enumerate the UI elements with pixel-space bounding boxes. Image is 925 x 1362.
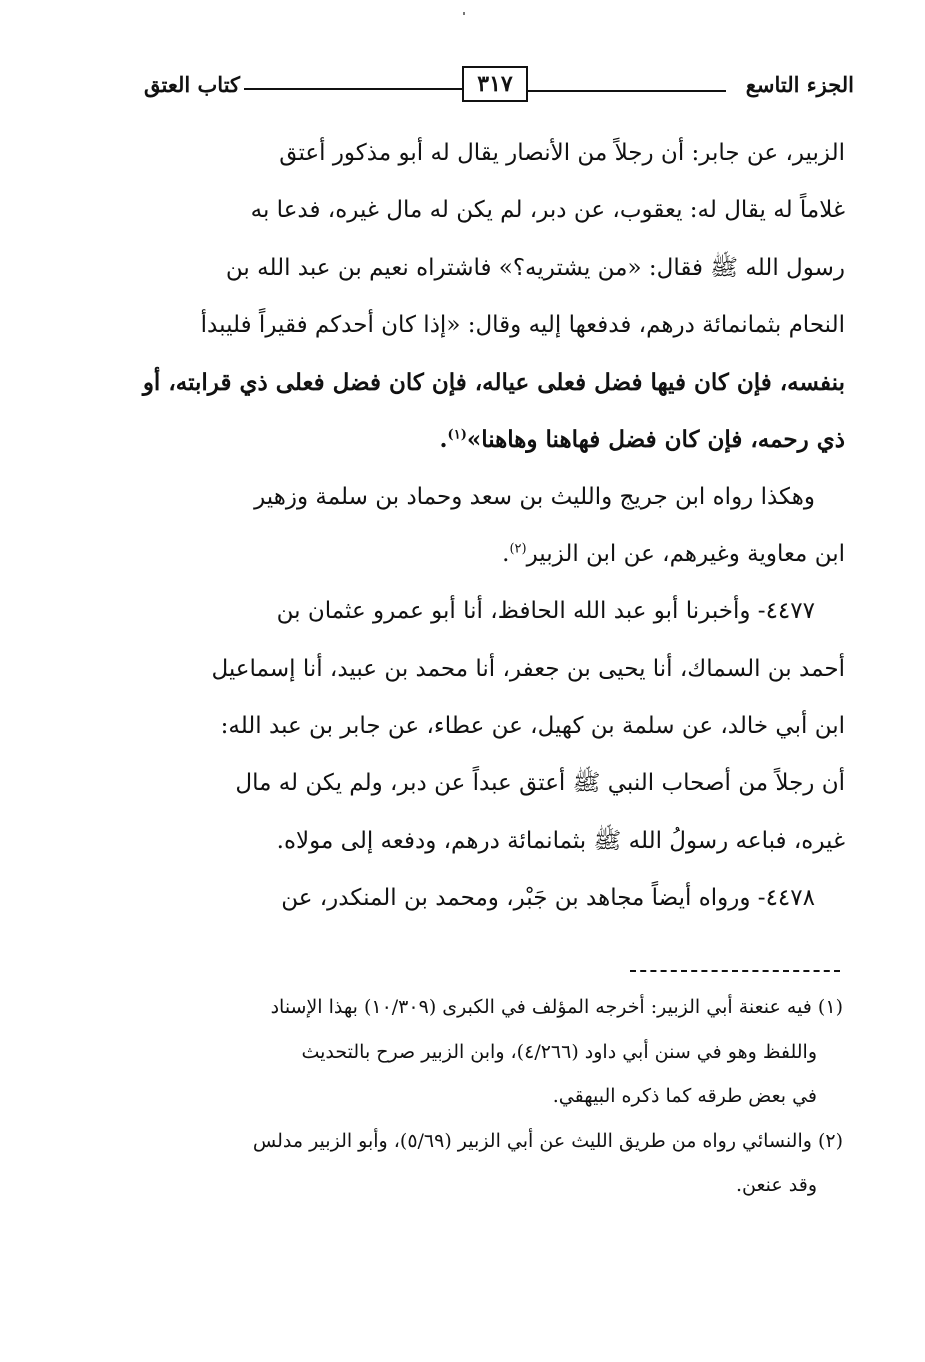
footnote-line: (٢) والنسائي رواه من طريق الليث عن أبي الزبير (٥/٦٩)، وأبو الزبير مدلس [252, 1129, 843, 1152]
text-line-content: ٤٤٧٨- ورواه أيضاً مجاهد بن جَبْر، ومحمد بن المنكدر، عن [281, 884, 815, 911]
text-line [130, 813, 845, 870]
text-line-content: رسول الله ﷺ فقال: «من يشتريه؟» فاشتراه نعيم بن عبد الله بن [225, 254, 845, 281]
text-line-content: ابن أبي خالد، عن سلمة بن كهيل، عن عطاء، عن جابر بن عبد الله: [220, 712, 845, 739]
text-line-content: ابن معاوية وغيرهم، عن ابن الزبير [526, 541, 845, 568]
text-line [130, 755, 845, 812]
footnote-marker: (٢) [509, 541, 527, 557]
text-line-content: الزبير، عن جابر: أن رجلاً من الأنصار يقال له أبو مذكور أعتق [279, 140, 845, 166]
text-line-content: أحمد بن السماك، أنا يحيى بن جعفر، أنا محمد بن عبيد، أنا إسماعيل [211, 655, 845, 682]
text-line [130, 297, 845, 354]
running-header [138, 60, 854, 110]
footnote-line: وقد عنعن. [735, 1174, 817, 1196]
text-line-content: أن رجلاً من أصحاب النبي ﷺ أعتق عبداً عن دبر، ولم يكن له مال [235, 770, 845, 797]
main-text [130, 125, 845, 927]
footnote-line: (١) فيه عنعنة أبي الزبير: أخرجه المؤلف في الكبرى (١٠/٣٠٩) بهذا الإسناد [270, 996, 843, 1018]
text-line-content: وهكذا رواه ابن جريج والليث بن سعد وحماد بن سلمة وزهير [254, 483, 815, 510]
line-end-punctuation: . [439, 426, 448, 454]
line-end-punctuation: . [502, 541, 510, 568]
text-line-content: غيره، فباعه رسولُ الله ﷺ بثمانمائة درهم، ودفعه إلى مولاه. [276, 827, 845, 854]
text-line [130, 526, 845, 583]
text-line [130, 641, 845, 698]
book-title: كتاب العتق [144, 72, 241, 97]
text-line [130, 870, 845, 927]
text-line [130, 125, 845, 182]
text-line [130, 354, 845, 411]
text-line-content: ٤٤٧٧- وأخبرنا أبو عبد الله الحافظ، أنا أبو عمرو عثمان بن [276, 598, 815, 625]
header-rule-right [528, 90, 726, 92]
text-line-content: النحام بثمانمائة درهم، فدفعها إليه وقال: «إذا كان أحدكم فقيراً فليبدأ [200, 311, 845, 338]
text-line [130, 411, 845, 468]
text-line-content: ذي رحمه، فإن كان فضل فهاهنا وهاهنا» [466, 426, 845, 454]
footnote-line: في بعض طرقه كما ذكره البيهقي. [552, 1085, 817, 1107]
text-line [130, 583, 845, 640]
footnotes [125, 985, 843, 1208]
header-rule-left [244, 88, 462, 90]
footnote-separator [630, 970, 840, 972]
part-title: الجزء التاسع [745, 72, 854, 97]
footnote-line: واللفظ وهو في سنن أبي داود (٤/٢٦٦)، وابن الزبير صرح بالتحديث [301, 1040, 817, 1063]
text-line [130, 240, 845, 297]
text-line [130, 182, 845, 239]
page-number: ٣١٧ [462, 66, 528, 102]
text-line [130, 469, 845, 526]
text-line-content: غلاماً له يقال له: يعقوب، عن دبر، لم يكن له مال غيره، فدعا به [250, 197, 845, 224]
text-line-content: بنفسه، فإن كان فيها فضل فعلى عياله، فإن كان فضل فعلى ذي قرابته، أو [142, 369, 845, 397]
text-line [130, 698, 845, 755]
scan-speck [463, 12, 465, 15]
footnote-marker: (١) [447, 427, 467, 443]
